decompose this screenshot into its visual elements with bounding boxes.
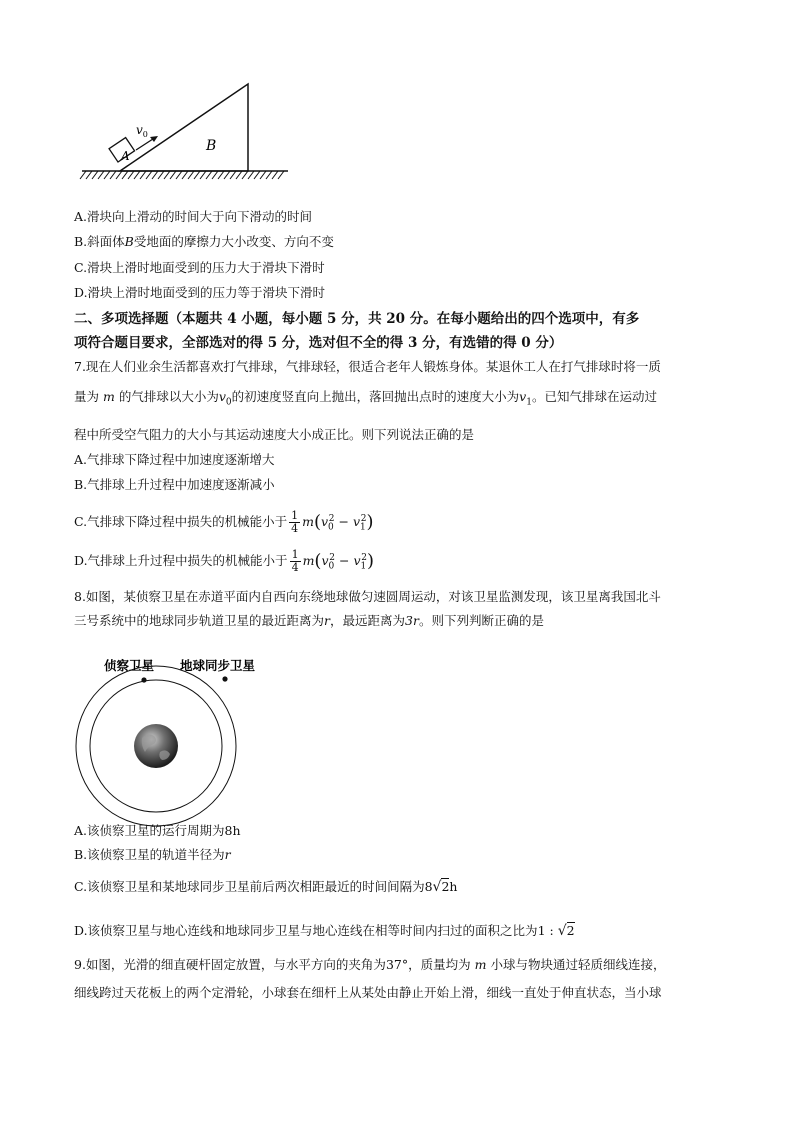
hatch-mark xyxy=(170,171,176,179)
hatch-mark xyxy=(188,171,194,179)
hatch-mark xyxy=(182,171,188,179)
arrow-head xyxy=(150,136,158,142)
hatch-mark xyxy=(212,171,218,179)
hatch-mark xyxy=(146,171,152,179)
hatch-mark xyxy=(200,171,206,179)
earth xyxy=(134,724,178,768)
hatch-mark xyxy=(98,171,104,179)
hatch-mark xyxy=(278,171,284,179)
q6-option-c: C.滑块上滑时地面受到的压力大于滑块下滑时 xyxy=(74,260,325,275)
hatch-mark xyxy=(206,171,212,179)
spy-satellite xyxy=(141,677,146,682)
q8-option-c: C.该侦察卫星和某地球同步卫星前后两次相距最近的时间间隔为8√2h xyxy=(74,879,458,895)
hatch-mark xyxy=(272,171,278,179)
hatch-mark xyxy=(266,171,272,179)
geo-satellite xyxy=(222,676,227,681)
hatch-mark xyxy=(242,171,248,179)
q8-option-d: D.该侦察卫星与地心连线和地球同步卫星与地心连线在相等时间内扫过的面积之比为1 : √2 xyxy=(74,923,575,939)
hatch-mark xyxy=(194,171,200,179)
label-b: B xyxy=(206,138,217,154)
q8-stem-line1: 8.如图，某侦察卫星在赤道平面内自西向东绕地球做匀速圆周运动，对该卫星监测发现，该卫星离我国北斗 xyxy=(74,589,661,604)
q7-option-a: A.气排球下降过程中加速度逐渐增大 xyxy=(74,452,275,467)
hatch-mark xyxy=(152,171,158,179)
q7-stem-line3: 程中所受空气阻力的大小与其运动速度大小成正比。则下列说法正确的是 xyxy=(74,427,475,442)
hatch-mark xyxy=(176,171,182,179)
hatch-mark xyxy=(122,171,128,179)
hatch-mark xyxy=(248,171,254,179)
ground-hatching xyxy=(80,171,288,179)
q7-option-c: C.气排球下降过程中损失的机械能小于 $\frac{1}{4}$ $m(v_0^2 - v_1^2)$ xyxy=(74,509,374,536)
q7-option-d: D.气排球上升过程中损失的机械能小于 $\frac{1}{4}$ $m(v_0^2 - v_1^2)$ xyxy=(74,548,374,575)
hatch-mark xyxy=(140,171,146,179)
hatch-mark xyxy=(260,171,266,179)
hatch-mark xyxy=(104,171,110,179)
label-geo-satellite: 地球同步卫星 xyxy=(180,658,256,673)
hatch-mark xyxy=(224,171,230,179)
hatch-mark xyxy=(236,171,242,179)
hatch-mark xyxy=(134,171,140,179)
hatch-mark xyxy=(218,171,224,179)
hatch-mark xyxy=(92,171,98,179)
q7-stem-line1: 7.现在人们业余生活都喜欢打气排球，气排球轻，很适合老年人锻炼身体。某退休工人在打气排球时将一质 xyxy=(74,359,661,374)
label-v0: $v_0$ xyxy=(136,123,148,139)
hatch-mark xyxy=(158,171,164,179)
q7-option-b: B.气排球上升过程中加速度逐渐减小 xyxy=(74,477,275,492)
label-a: A xyxy=(121,149,130,163)
q9-stem-line2: 细线跨过天花板上的两个定滑轮，小球套在细杆上从某处由静止开始上滑，细线一直处于伸直状态，当小球 xyxy=(74,985,662,1000)
hatch-mark xyxy=(110,171,116,179)
q9-stem-line1: 9.如图，光滑的细直硬杆固定放置，与水平方向的夹角为37°，质量均为 m 小球与物块通过轻质细线连接， xyxy=(74,957,666,972)
hatch-mark xyxy=(86,171,92,179)
section2-heading-line1: 二、多项选择题（本题共 4 小题，每小题 5 分，共 20 分。在每小题给出的四个选项中，有多 xyxy=(74,311,640,327)
q6-option-b: B.斜面体B受地面的摩擦力大小改变、方向不变 xyxy=(74,234,334,249)
q8-option-b: B.该侦察卫星的轨道半径为r xyxy=(74,847,231,862)
hatch-mark xyxy=(128,171,134,179)
q6-option-a: A.滑块向上滑动的时间大于向下滑动的时间 xyxy=(74,209,313,224)
hatch-mark xyxy=(164,171,170,179)
orbit-figure xyxy=(74,652,256,818)
section2-heading-line2: 项符合题目要求，全部选对的得 5 分，选对但不全的得 3 分，有选错的得 0 分） xyxy=(74,335,563,351)
hatch-mark xyxy=(80,171,86,179)
q8-option-a: A.该侦察卫星的运行周期为8h xyxy=(74,823,241,838)
hatch-mark xyxy=(116,171,122,179)
hatch-mark xyxy=(230,171,236,179)
label-spy-satellite: 侦察卫星 xyxy=(104,658,155,673)
incline-figure xyxy=(78,78,292,186)
q6-option-d: D.滑块上滑时地面受到的压力等于滑块下滑时 xyxy=(74,285,326,300)
q7-stem-line2: 量为 m 的气排球以大小为$v_0$的初速度竖直向上抛出，落回抛出点时的速度大小为$v_1$。已知气排球在运动过 xyxy=(74,389,657,408)
q8-stem-line2: 三号系统中的地球同步轨道卫星的最近距离为r，最远距离为3r。则下列判断正确的是 xyxy=(74,613,544,628)
hatch-mark xyxy=(254,171,260,179)
